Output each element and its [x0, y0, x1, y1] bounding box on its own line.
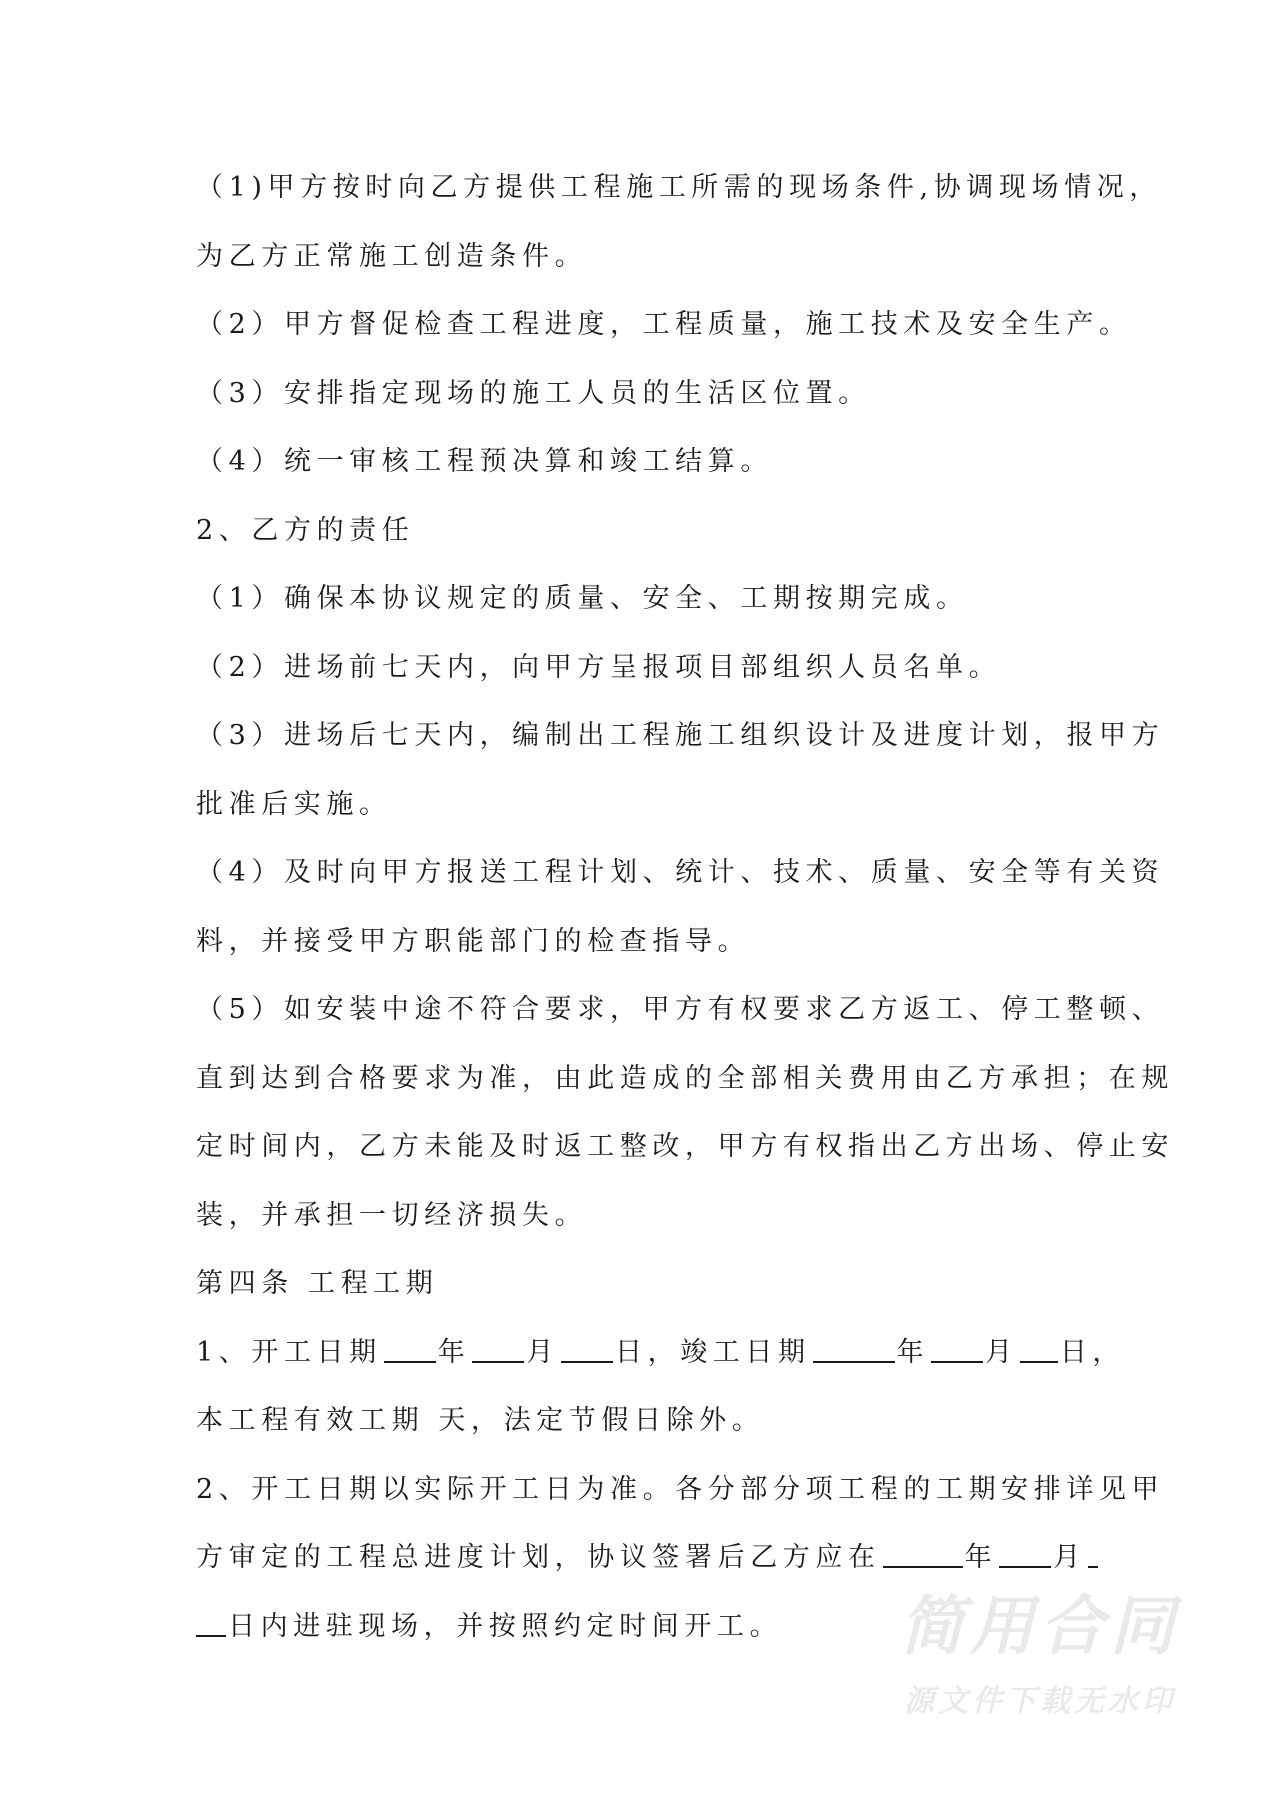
- text-line: 为乙方正常施工创造条件。: [196, 240, 588, 272]
- article-heading: 第四条 工程工期: [196, 1268, 439, 1299]
- end-month-blank[interactable]: [931, 1341, 983, 1363]
- text-line: 装，并承担一切经济损失。: [196, 1199, 588, 1231]
- text-line: 本工程有效工期 天，法定节假日除外。: [196, 1405, 765, 1436]
- text-line: 2、开工日期以实际开工日为准。各分部分项工程的工期安排详见甲: [196, 1473, 1165, 1505]
- entry-day-blank-start[interactable]: [1088, 1546, 1098, 1568]
- end-year-blank[interactable]: [813, 1341, 895, 1363]
- text-line: （4）统一审核工程预决算和竣工结算。: [196, 446, 773, 477]
- text-line: （2）进场前七天内，向甲方呈报项目部组织人员名单。: [196, 651, 1002, 683]
- text-line: （3）进场后七天内，编制出工程施工组织设计及进度计划，报甲方: [196, 720, 1165, 751]
- entry-year-blank[interactable]: [883, 1546, 963, 1568]
- entry-month-blank[interactable]: [999, 1546, 1051, 1568]
- entry-day-blank[interactable]: [196, 1615, 226, 1637]
- watermark-title: 简用合同: [900, 1590, 1180, 1664]
- month-label: 月: [526, 1336, 559, 1368]
- year-label: 年: [896, 1336, 930, 1368]
- end-day-blank[interactable]: [1020, 1341, 1058, 1363]
- entry-prefix: 方审定的工程总进度计划，协议签署后乙方应在: [196, 1542, 881, 1573]
- watermark-subtitle: 源文件下载无水印: [904, 1684, 1176, 1719]
- text-line: （4）及时向甲方报送工程计划、统计、技术、质量、安全等有关资: [196, 857, 1165, 888]
- text-line: 定时间内，乙方未能及时返工整改，甲方有权指出乙方出场、停止安: [196, 1131, 1174, 1162]
- day-label: 日，竣工日期: [615, 1336, 811, 1368]
- start-day-blank[interactable]: [561, 1341, 613, 1363]
- month-label: 月: [1053, 1542, 1086, 1573]
- text-line: （3）安排指定现场的施工人员的生活区位置。: [196, 377, 871, 409]
- date-line: [196, 1319, 1126, 1388]
- watermark: [880, 1590, 1200, 1724]
- text-line: （1）确保本协议规定的质量、安全、工期按期完成。: [196, 583, 969, 614]
- entry-date-line: [196, 1524, 1096, 1593]
- text-line: （2）甲方督促检查工程进度，工程质量，施工技术及安全生产。: [196, 309, 1132, 340]
- entry-suffix: 日内进驻现场，并按照约定时间开工。: [228, 1610, 783, 1642]
- start-year-blank[interactable]: [384, 1341, 436, 1363]
- text-line: 批准后实施。: [196, 788, 392, 820]
- text-line: （5）如安装中途不符合要求，甲方有权要求乙方返工、停工整顿、: [196, 994, 1165, 1025]
- text-line: 料，并接受甲方职能部门的检查指导。: [196, 925, 751, 957]
- year-label: 年: [964, 1542, 998, 1573]
- date-prefix: 1、开工日期: [196, 1336, 382, 1368]
- year-label: 年: [437, 1336, 471, 1368]
- text-line: 直到达到合格要求为准，由此造成的全部相关费用由乙方承担；在规: [196, 1062, 1174, 1094]
- month-label: 月: [985, 1336, 1018, 1368]
- text-line: （1)甲方按时向乙方提供工程施工所需的现场条件,协调现场情况，: [196, 172, 1162, 203]
- section-heading: 2、乙方的责任: [196, 514, 415, 546]
- document-page: [196, 154, 1174, 1661]
- start-month-blank[interactable]: [472, 1341, 524, 1363]
- day-label: 日，: [1059, 1336, 1126, 1368]
